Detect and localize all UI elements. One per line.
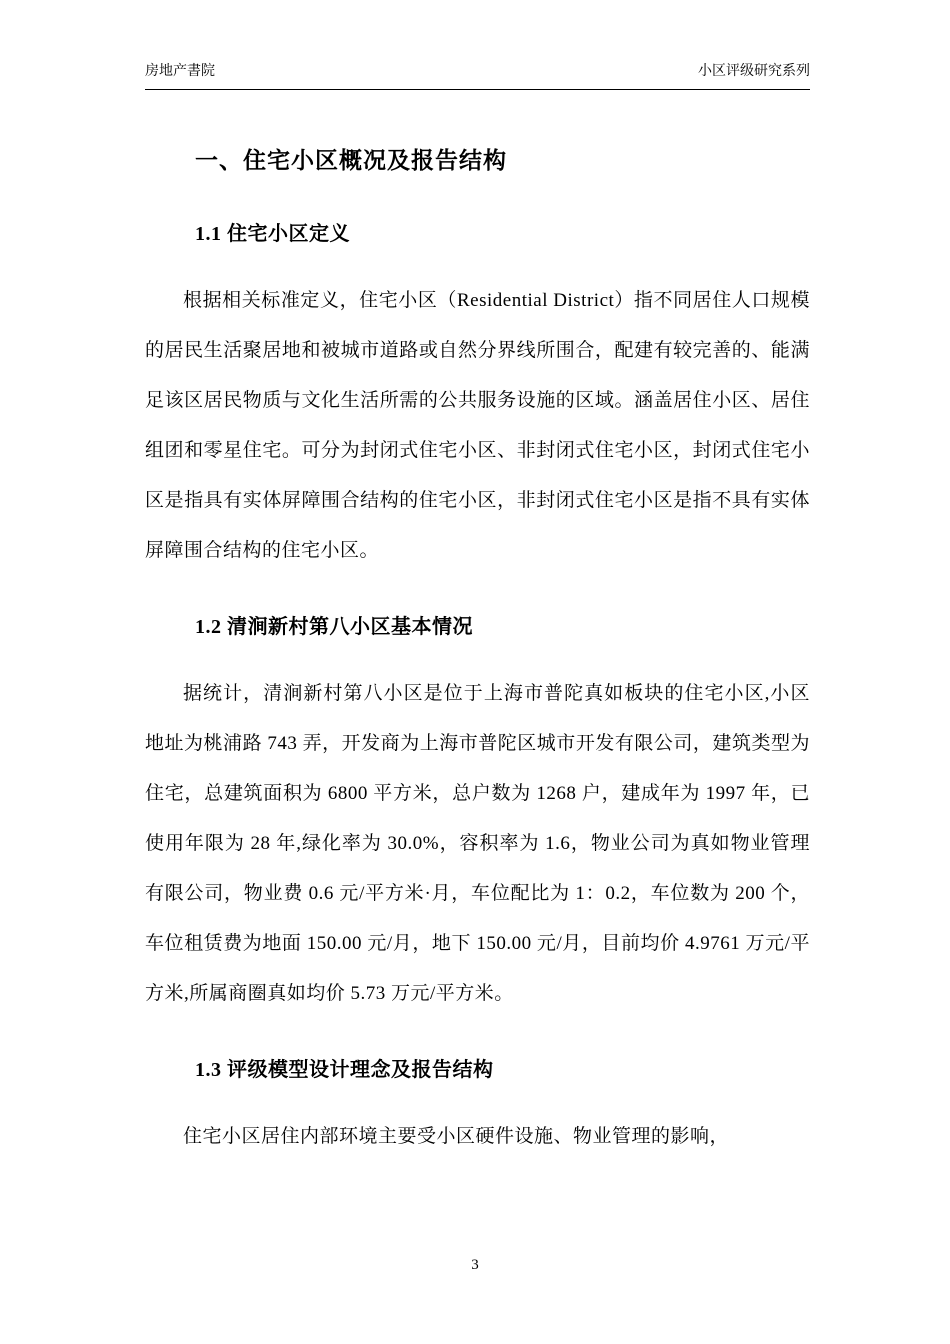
section-paragraph-1-1: 根据相关标准定义，住宅小区（Residential District）指不同居住人口规模的居民生活聚居地和被城市道路或自然分界线所围合，配建有较完善的、能满足该区居民物质与文化生活所需的公共服务设施的区域。涵盖居住小区、居住组团和零星住宅。可分为封闭式住宅小区、非封闭式住宅小区，封闭式住宅小区是指具有实体屏障围合结构的住宅小区，非封闭式住宅小区是指不具有实体屏障围合结构的住宅小区。 [145,290,810,561]
document-body [145,128,810,1162]
page-number: 3 [471,1257,479,1273]
section-heading-1-1: 1.1 住宅小区定义 [195,223,350,245]
section-heading-1-3: 1.3 评级模型设计理念及报告结构 [195,1059,494,1081]
section-paragraph-1-3: 住宅小区居住内部环境主要受小区硬件设施、物业管理的影响， [183,1126,730,1147]
page-header [145,60,810,90]
section-paragraph-1-2: 据统计，清涧新村第八小区是位于上海市普陀真如板块的住宅小区,小区地址为桃浦路 743 弄，开发商为上海市普陀区城市开发有限公司，建筑类型为住宅，总建筑面积为 6800 平方米，总户数为 1268 户，建成年为 1997 年，已使用年限为 28 年,绿化率为 30.0%，容积率为 1.6，物业公司为真如物业管理有限公司，物业费 0.6 元/平方米·月，车位配比为 1：0.2，车位数为 200 个，车位租赁费为地面 150.00 元/月，地下 150.00 元/月，目前均价 4.9761 万元/平方米,所属商圈真如均价 5.73 万元/平方米。 [145,683,810,1004]
header-left-text: 房地产書院 [145,64,215,79]
header-right-text: 小区评级研究系列 [698,64,810,79]
section-heading-1-2: 1.2 清涧新村第八小区基本情况 [195,616,473,638]
chapter-title: 一、住宅小区概况及报告结构 [195,148,507,173]
